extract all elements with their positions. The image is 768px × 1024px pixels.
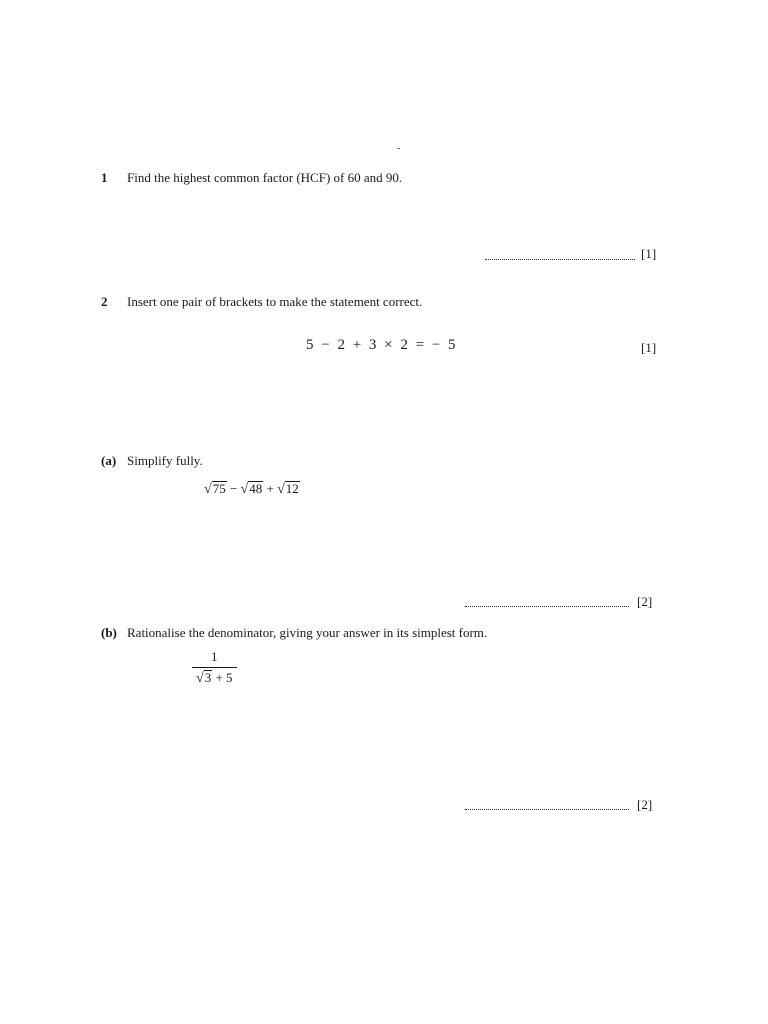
part-label: (a) [101,453,117,468]
fraction [192,649,237,687]
question-text: Simplify fully. [127,453,203,468]
question-text: Insert one pair of brackets to make the statement correct. [127,294,423,309]
numerator: 1 [211,649,218,664]
square-root: √75 [204,481,226,497]
answer-line [465,808,629,810]
question-text: Rationalise the denominator, giving your answer in its simplest form. [127,625,488,640]
fraction-expression [192,649,237,687]
stray-mark: - [397,143,401,154]
marks-label: [1] [641,340,657,355]
question-number: 2 [101,294,108,309]
operator: − [229,481,238,496]
denominator: √3 + 5 [192,667,237,687]
surd-expression [204,481,300,498]
marks-label: [2] [637,797,653,812]
equation: 5 − 2 + 3 × 2 = − 5 [306,337,457,353]
answer-line [465,605,629,607]
answer-line [485,258,635,260]
marks-label: [1] [641,246,657,261]
part-label: (b) [101,625,117,640]
question-text: Find the highest common factor (HCF) of 60 and 90. [127,170,403,185]
question-number: 1 [101,170,108,185]
square-root: √48 [240,481,263,497]
square-root: √3 [196,670,212,686]
square-root: √12 [277,481,299,497]
operator: + [266,481,274,496]
marks-label: [2] [637,594,653,609]
